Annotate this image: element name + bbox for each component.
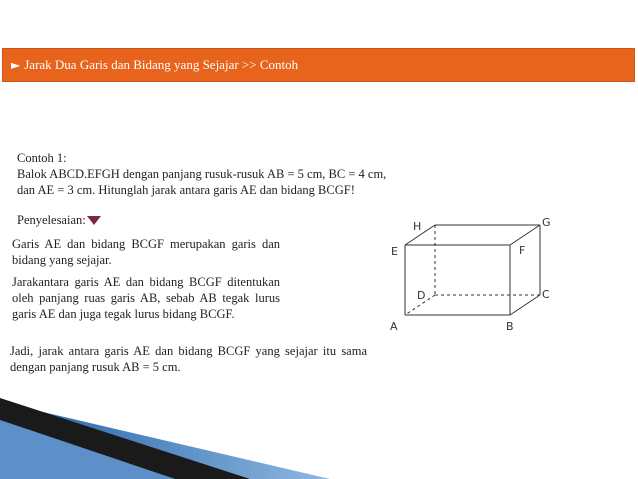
- cuboid-diagram: [380, 210, 580, 340]
- edge-cb: [510, 295, 540, 315]
- triangle-marker-icon: [87, 216, 101, 225]
- label-d: D: [417, 289, 426, 302]
- play-triangle-icon: ►: [11, 58, 21, 72]
- label-b: B: [506, 320, 514, 333]
- label-h: H: [413, 220, 422, 233]
- label-e: E: [391, 245, 398, 258]
- label-f: F: [519, 244, 526, 257]
- edge-gf: [510, 225, 540, 245]
- solution-paragraph-1: Garis AE dan bidang BCGF merupakan garis dan bidang yang sejajar.: [12, 237, 280, 267]
- label-a: A: [390, 320, 398, 333]
- example-line-1: Balok ABCD.EFGH dengan panjang rusuk-rusuk AB = 5 cm, BC = 4 cm,: [17, 167, 387, 181]
- example-label: Contoh 1:: [17, 151, 67, 165]
- example-line-2: dan AE = 3 cm. Hitunglah jarak antara garis AE dan bidang BCGF!: [17, 183, 355, 197]
- label-c: C: [542, 288, 550, 301]
- title-bar: [2, 48, 635, 82]
- decorative-swoosh: [0, 380, 638, 479]
- solution-paragraph-2: Jarakantara garis AE dan bidang BCGF ditentukan oleh panjang ruas garis AB, sebab AB tegak lurus garis AE dan juga tegak lurus bidang BCGF.: [12, 275, 280, 321]
- label-g: G: [542, 216, 551, 229]
- solution-paragraph-3: Jadi, jarak antara garis AE dan bidang BCGF yang sejajar itu sama dengan panjang rusuk AB = 5 cm.: [10, 344, 367, 374]
- solution-label: Penyelesaian:: [17, 213, 86, 227]
- solution-heading: [17, 212, 101, 228]
- slide-title: Jarak Dua Garis dan Bidang yang Sejajar >> Contoh: [24, 57, 299, 72]
